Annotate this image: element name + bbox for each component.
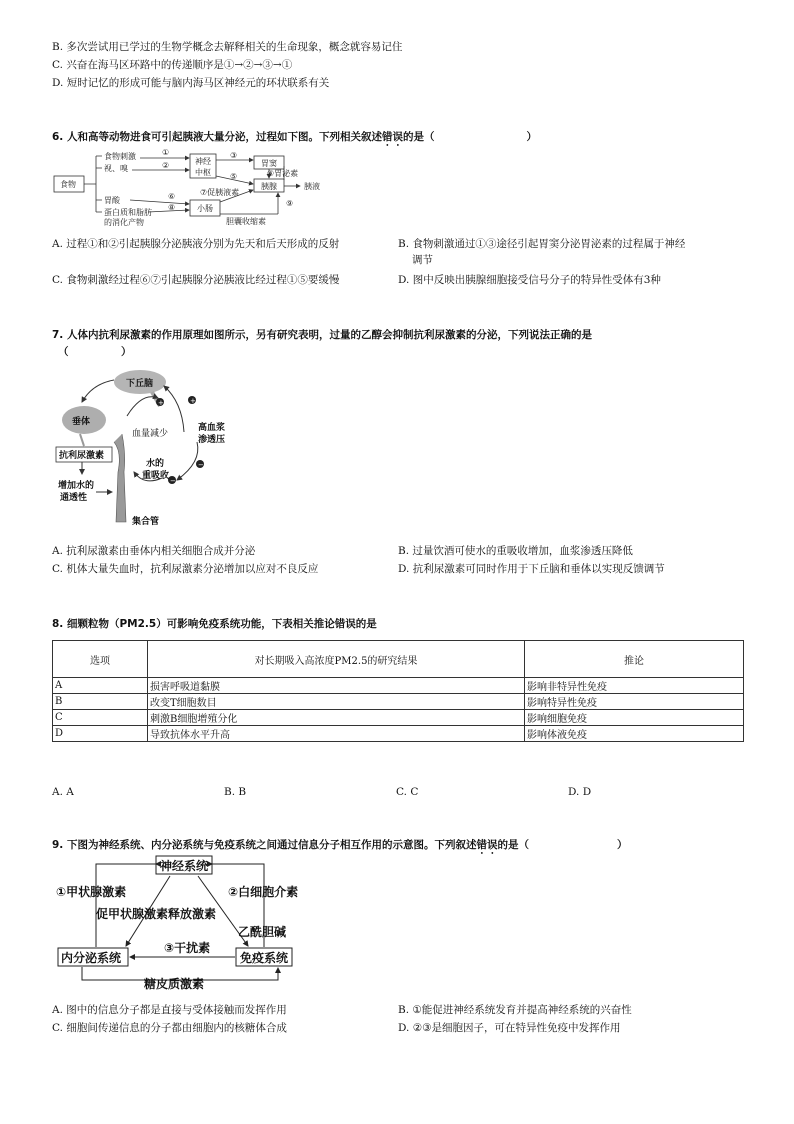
q7-option-c: C. 机体大量失血时，抗利尿激素分泌增加以应对不良反应 — [52, 563, 319, 575]
q9-option-d: D. ②③是细胞因子，可在特异性免疫中发挥作用 — [398, 1022, 621, 1034]
q6-paren-close: ） — [526, 131, 537, 143]
step-2: ② — [162, 161, 170, 170]
duct-label: 集合管 — [132, 517, 160, 527]
q8-option-d: D. D — [568, 786, 592, 798]
table-cell: 影响细胞免疫 — [525, 710, 744, 726]
table-row — [53, 726, 744, 742]
q5-option-d: D. 短时记忆的形成可能与脑内海马区神经元的环状联系有关 — [52, 77, 330, 89]
juice-label: 胰液 — [304, 182, 320, 191]
table-cell: 影响非特异性免疫 — [525, 678, 744, 694]
protein-label-1: 蛋白质和脂肪 — [104, 208, 152, 217]
q6-pancreas-diagram — [52, 146, 342, 228]
secretin-label: ⑦促胰液素 — [200, 188, 240, 197]
q7-paren: （ ） — [58, 346, 132, 358]
table-cell: B — [53, 694, 148, 710]
cck-label: 胆囊收缩素 — [226, 217, 266, 226]
q9-option-a: A. 图中的信息分子都是直接与受体接触而发挥作用 — [52, 1004, 287, 1016]
stomach-label: 胃窦 — [261, 159, 277, 168]
q7-option-b: B. 过量饮酒可使水的重吸收增加，血浆渗透压降低 — [398, 545, 633, 557]
q7-stem: 7. 人体内抗利尿激素的作用原理如图所示，另有研究表明，过量的乙醇会抑制抗利尿激素的分泌，下列说法正确的是 — [52, 329, 592, 341]
reabsorption-label-1: 水的 — [146, 459, 165, 469]
q6-option-b-cont: 调节 — [412, 254, 433, 266]
q7-option-a: A. 抗利尿激素由垂体内相关细胞合成并分泌 — [52, 545, 256, 557]
trh-label: 促甲状腺激素释放激素 — [96, 907, 217, 921]
table-header: 对长期吸入高浓度PM2.5的研究结果 — [148, 641, 525, 678]
reabsorption-label-2: 重吸收 — [142, 471, 170, 481]
endocrine-system-label: 内分泌系统 — [61, 951, 122, 965]
table-row — [53, 678, 744, 694]
hypothalamus-label: 下丘脑 — [126, 379, 154, 389]
ach-label: 乙酰胆碱 — [238, 925, 287, 939]
see-smell-label: 视、嗅 — [104, 164, 128, 173]
blood-drop-label: 血量减少 — [132, 429, 169, 439]
gastrin-label: ④胃泌素 — [267, 169, 299, 178]
cortico-label: 糖皮质激素 — [144, 977, 205, 991]
interleukin-label: ②白细胞介素 — [228, 885, 299, 899]
q7-adh-diagram — [52, 362, 252, 532]
immune-system-label: 免疫系统 — [240, 951, 289, 965]
osmolality-label-2: 渗透压 — [198, 435, 226, 445]
table-cell: 导致抗体水平升高 — [148, 726, 525, 742]
table-cell: A — [53, 678, 148, 694]
q9-stem-post: 的是（ — [497, 839, 529, 851]
thyroxine-label: ①甲状腺激素 — [56, 885, 127, 899]
q8-option-a: A. A — [52, 786, 74, 798]
q6-option-c: C. 食物刺激经过程⑥⑦引起胰腺分泌胰液比经过程①⑤要缓慢 — [52, 274, 340, 286]
q6-option-b: B. 食物刺激通过①③途径引起胃窦分泌胃泌素的过程属于神经 — [398, 238, 686, 250]
q6-stem-emphasis: 错误 — [381, 131, 403, 143]
acid-label: 胃酸 — [104, 196, 120, 205]
pituitary-label: 垂体 — [72, 417, 91, 427]
permeability-label-2: 通透性 — [60, 493, 88, 503]
table-cell: D — [53, 726, 148, 742]
q6-option-d: D. 图中反映出胰腺细胞接受信号分子的特异性受体有3种 — [398, 274, 661, 286]
q6-option-a: A. 过程①和②引起胰腺分泌胰液分别为先天和后天形成的反射 — [52, 238, 340, 250]
step-6: ⑥ — [168, 192, 176, 201]
step-8: ⑧ — [168, 203, 176, 212]
q7-option-d: D. 抗利尿激素可同时作用于下丘脑和垂体以实现反馈调节 — [398, 563, 665, 575]
q6-stem-post: 的是（ — [402, 131, 435, 143]
minus-sign-1: − — [198, 461, 204, 469]
minus-sign-2: − — [170, 477, 176, 485]
q9-option-b: B. ①能促进神经系统发育并提高神经系统的兴奋性 — [398, 1004, 632, 1016]
q9-stem-pre: 9. 下图为神经系统、内分泌系统与免疫系统之间通过信息分子相互作用的示意图。下列叙述 — [52, 839, 477, 851]
step-3: ③ — [230, 151, 238, 160]
pm25-table — [52, 640, 744, 742]
permeability-label-1: 增加水的 — [58, 481, 95, 491]
food-label: 食物 — [60, 180, 76, 189]
table-header: 选项 — [53, 641, 148, 678]
protein-label-2: 的消化产物 — [104, 218, 144, 227]
plus-sign-2: + — [190, 397, 196, 405]
osmolality-label-1: 高血浆 — [198, 423, 226, 433]
table-cell: 改变T细胞数目 — [148, 694, 525, 710]
collecting-duct-shape — [114, 434, 126, 522]
table-row — [53, 694, 744, 710]
table-cell: 影响体液免疫 — [525, 726, 744, 742]
q8-stem: 8. 细颗粒物（PM2.5）可影响免疫系统功能，下表相关推论错误的是 — [52, 618, 377, 630]
table-cell: 刺激B细胞增殖分化 — [148, 710, 525, 726]
table-cell: 影响特异性免疫 — [525, 694, 744, 710]
table-cell: 损害呼吸道黏膜 — [148, 678, 525, 694]
q9-systems-diagram — [52, 854, 312, 994]
table-header: 推论 — [525, 641, 744, 678]
q6-stem-pre: 6. 人和高等动物进食可引起胰液大量分泌，过程如下图。下列相关叙述 — [52, 131, 382, 143]
q8-option-b: B. B — [224, 786, 247, 798]
nerve-center-label-2: 中枢 — [195, 168, 211, 177]
q5-option-c: C. 兴奋在海马区环路中的传递顺序是①→②→③→① — [52, 59, 293, 71]
food-stim-label: 食物刺激 — [104, 152, 136, 161]
intestine-label: 小肠 — [197, 204, 213, 213]
nerve-center-label-1: 神经 — [195, 157, 211, 166]
step-5: ⑤ — [230, 172, 238, 181]
q5-option-b: B. 多次尝试用已学过的生物学概念去解释相关的生命现象，概念就容易记住 — [52, 41, 403, 53]
q9-paren-close: ） — [616, 839, 628, 851]
step-9: ⑨ — [286, 199, 294, 208]
q9-option-c: C. 细胞间传递信息的分子都由细胞内的核糖体合成 — [52, 1022, 287, 1034]
nervous-system-label: 神经系统 — [160, 859, 209, 873]
plus-sign-1: + — [158, 399, 164, 407]
adh-label: 抗利尿激素 — [59, 451, 105, 461]
pancreas-label: 胰腺 — [261, 182, 277, 191]
interferon-label: ③干扰素 — [164, 941, 211, 955]
table-row — [53, 710, 744, 726]
q8-option-c: C. C — [396, 786, 419, 798]
table-cell: C — [53, 710, 148, 726]
q9-stem-emphasis: 错误 — [476, 839, 498, 851]
step-1: ① — [162, 148, 170, 157]
table-header-row — [53, 641, 744, 678]
